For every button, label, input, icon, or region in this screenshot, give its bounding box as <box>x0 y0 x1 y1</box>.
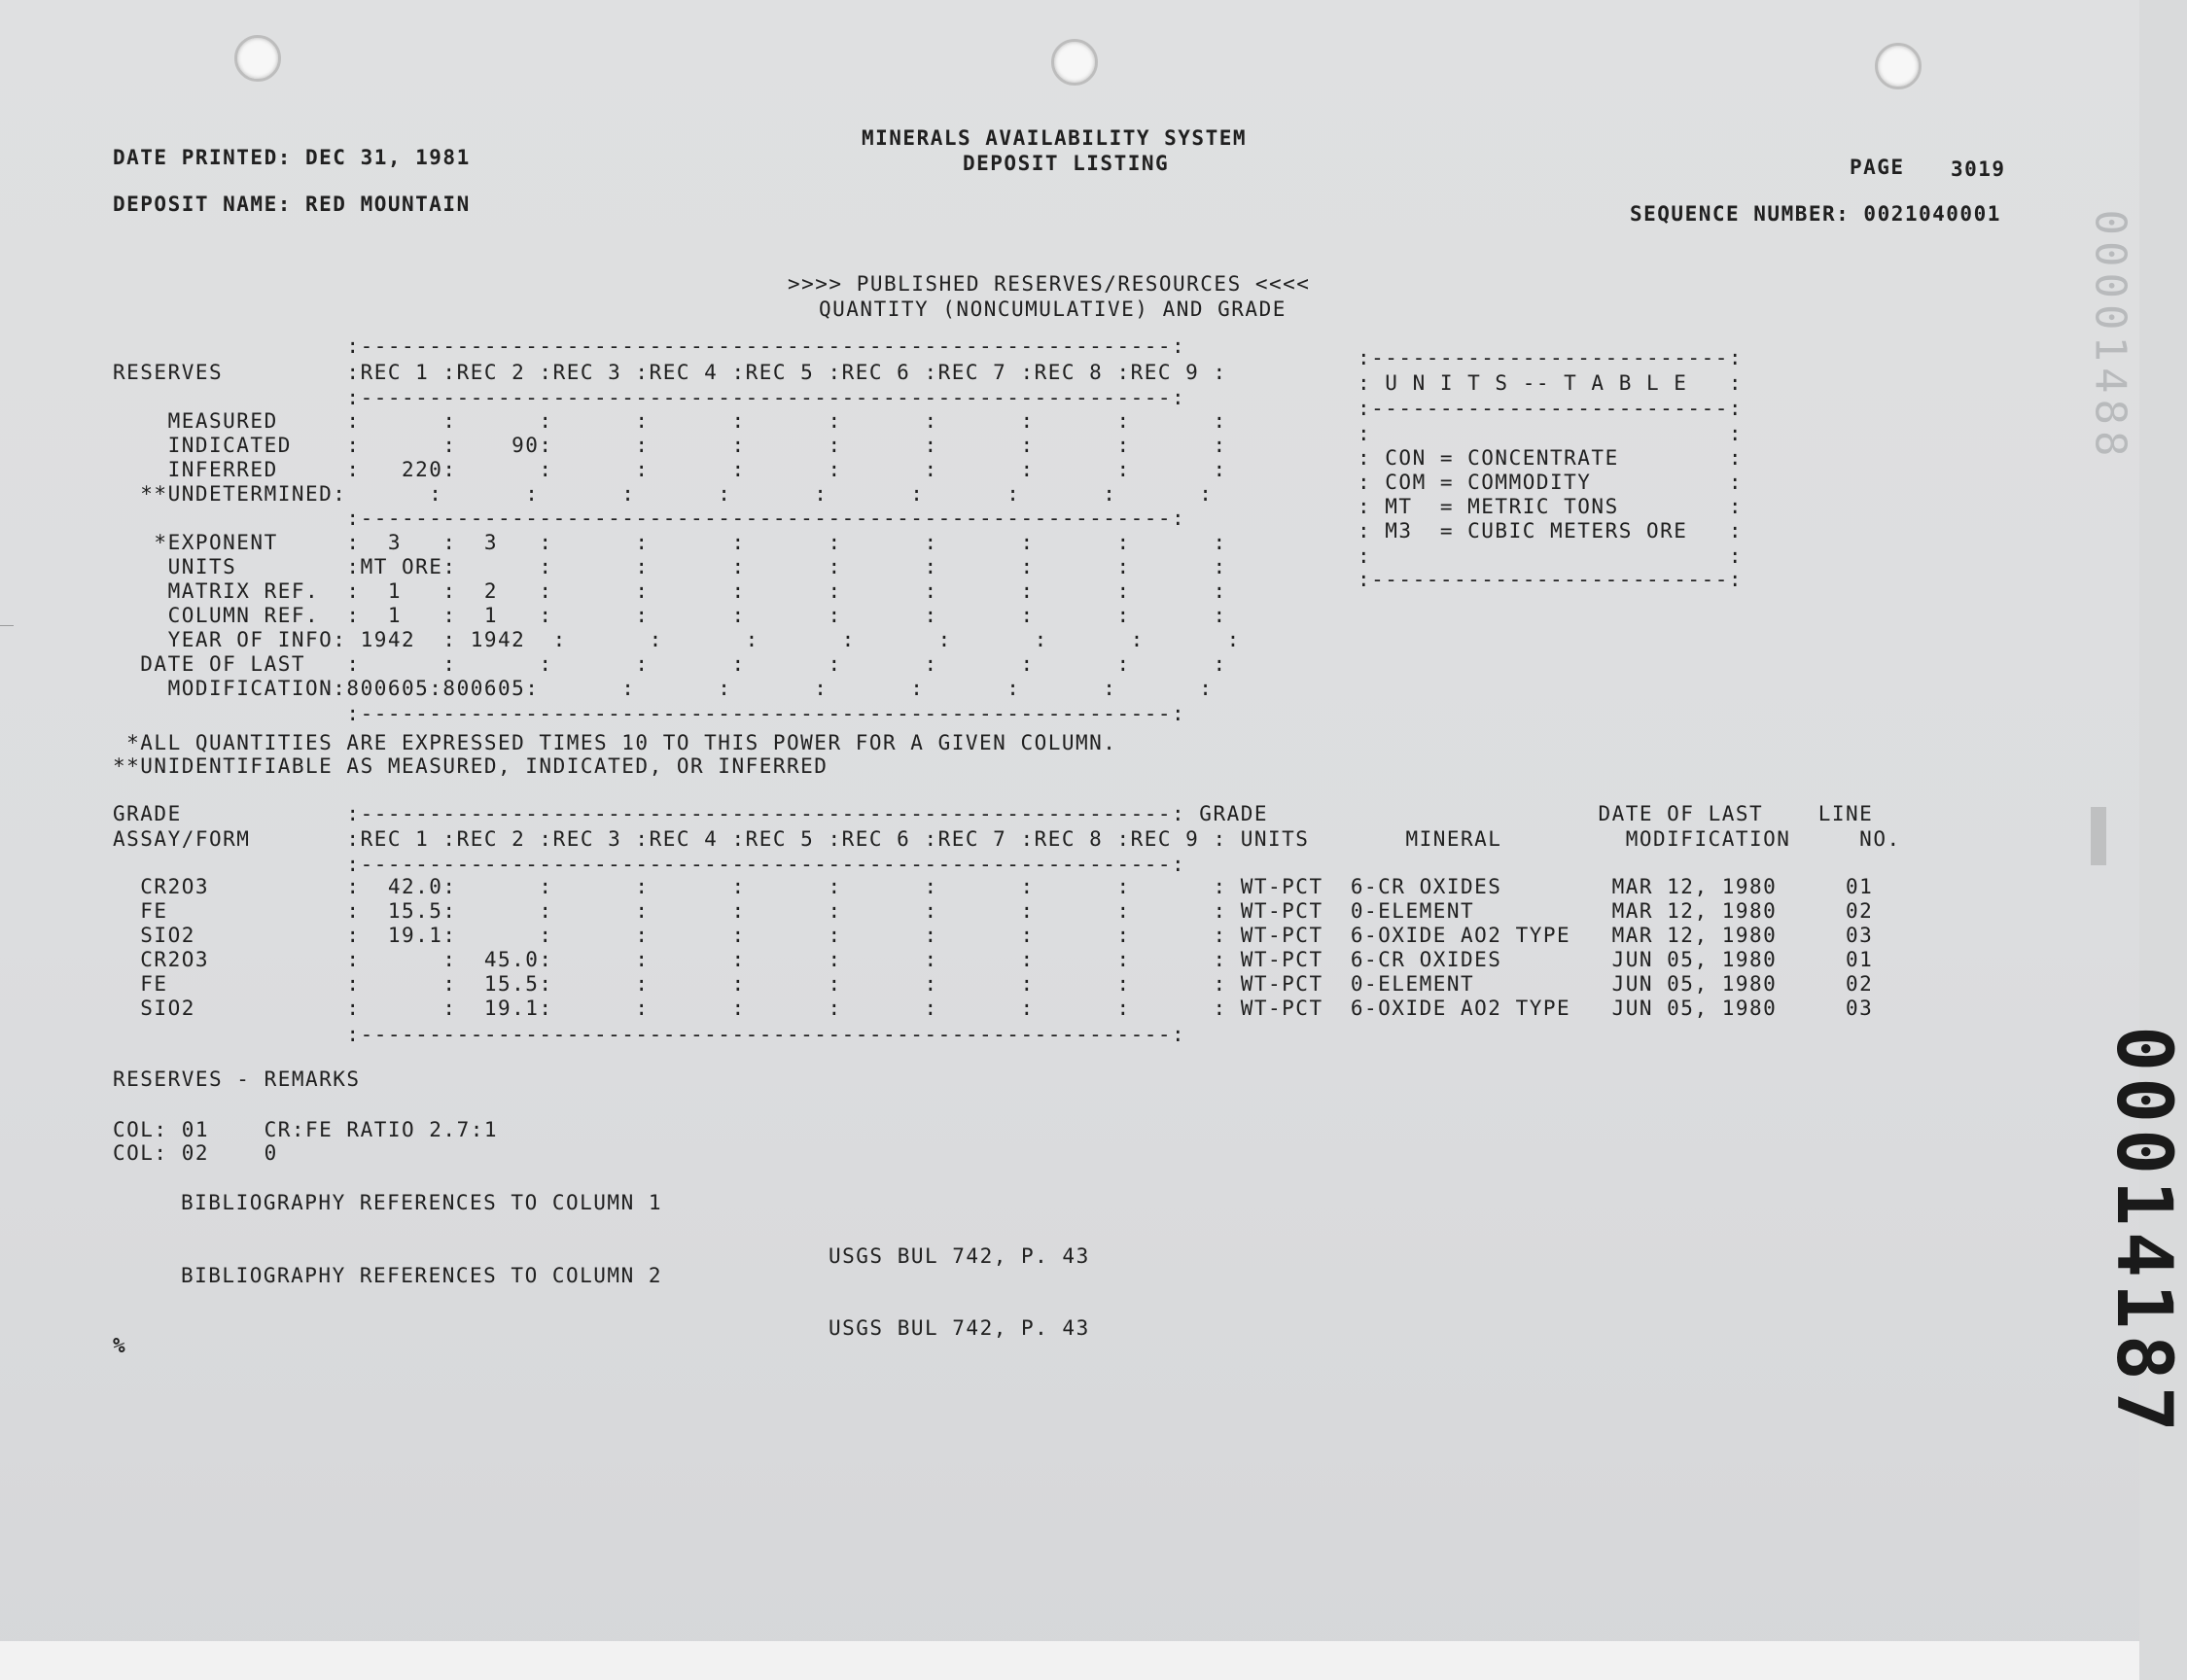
punch-hole-right <box>1875 43 1922 89</box>
reserves-table-line: INDICATED : : 90: : : : : : : : <box>113 434 1227 457</box>
grade-table-line: :-----------------------------------------------------------: <box>113 1023 1186 1046</box>
percent-mark: % <box>113 1334 127 1357</box>
punch-hole-left <box>234 35 281 82</box>
reserves-table-line: COLUMN REF. : 1 : 1 : : : : : : : : <box>113 604 1227 627</box>
stamp-number: 00014187 <box>2099 1026 2187 1438</box>
reserves-table-line: RESERVES :REC 1 :REC 2 :REC 3 :REC 4 :REC 5 :REC 6 :REC 7 :REC 8 :REC 9 : <box>113 361 1227 384</box>
page-number: 3019 <box>1951 158 2006 181</box>
faint-stamp-number: 00001488 <box>2085 209 2135 463</box>
reserves-table-line: DATE OF LAST : : : : : : : : : : <box>113 652 1227 676</box>
units-table-line: : MT = METRIC TONS : <box>1358 495 1744 518</box>
reserves-table-line: :-----------------------------------------------------------: <box>113 334 1186 358</box>
footnote-exponent: *ALL QUANTITIES ARE EXPRESSED TIMES 10 TO THIS POWER FOR A GIVEN COLUMN. <box>113 731 1117 754</box>
footnote-undetermined: **UNIDENTIFIABLE AS MEASURED, INDICATED, OR INFERRED <box>113 754 829 778</box>
bibliography-label-col2: BIBLIOGRAPHY REFERENCES TO COLUMN 2 <box>181 1264 663 1287</box>
units-table-line: :--------------------------: <box>1358 346 1744 369</box>
deposit-name: DEPOSIT NAME: RED MOUNTAIN <box>113 192 471 216</box>
units-table-line: : COM = COMMODITY : <box>1358 471 1744 494</box>
remarks-col-02: COL: 02 0 <box>113 1141 278 1165</box>
reserves-table-line: YEAR OF INFO: 1942 : 1942 : : : : : : : : <box>113 628 1241 651</box>
grade-table-line: CR2O3 : 42.0: : : : : : : : : WT-PCT 6-CR OXIDES MAR 12, 1980 01 <box>113 875 1874 898</box>
reserves-table-line: :-----------------------------------------------------------: <box>113 702 1186 725</box>
reserves-table-line: INFERRED : 220: : : : : : : : : <box>113 458 1227 481</box>
grade-table-line: ASSAY/FORM :REC 1 :REC 2 :REC 3 :REC 4 :REC 5 :REC 6 :REC 7 :REC 8 :REC 9 : UNITS MINERAL MODIFICATION NO. <box>113 827 1901 851</box>
remarks-col-01: COL: 01 CR:FE RATIO 2.7:1 <box>113 1118 499 1141</box>
scan-bottom-edge <box>0 1641 2139 1680</box>
grade-table-line: SIO2 : 19.1: : : : : : : : : WT-PCT 6-OXIDE AO2 TYPE MAR 12, 1980 03 <box>113 924 1874 947</box>
grade-table-line: GRADE :-----------------------------------------------------------: GRADE DATE OF LAST LINE <box>113 802 1874 825</box>
units-table-line: : M3 = CUBIC METERS ORE : <box>1358 519 1744 542</box>
section-subtitle: QUANTITY (NONCUMULATIVE) AND GRADE <box>819 298 1287 321</box>
punch-hole-center <box>1051 39 1098 86</box>
units-table-line: :--------------------------: <box>1358 397 1744 420</box>
reserves-table-line: MATRIX REF. : 1 : 2 : : : : : : : : <box>113 579 1227 603</box>
units-table-line: : U N I T S -- T A B L E : <box>1358 371 1744 395</box>
units-table-line: :--------------------------: <box>1358 568 1744 591</box>
grade-table-line: CR2O3 : : 45.0: : : : : : : : WT-PCT 6-CR OXIDES JUN 05, 1980 01 <box>113 948 1874 971</box>
reserves-table-line: *EXPONENT : 3 : 3 : : : : : : : : <box>113 531 1227 554</box>
reserves-table-line: MODIFICATION:800605:800605: : : : : : : : <box>113 677 1214 700</box>
section-title: >>>> PUBLISHED RESERVES/RESOURCES <<<< <box>788 272 1311 296</box>
units-table-line: : : <box>1358 544 1744 568</box>
grade-table-line: SIO2 : : 19.1: : : : : : : : WT-PCT 6-OXIDE AO2 TYPE JUN 05, 1980 03 <box>113 997 1874 1020</box>
reserves-table-line: UNITS :MT ORE: : : : : : : : : <box>113 555 1227 578</box>
listing-title: DEPOSIT LISTING <box>963 152 1170 175</box>
bibliography-ref-col2: USGS BUL 742, P. 43 <box>829 1316 1090 1340</box>
units-table-line: : : <box>1358 422 1744 445</box>
system-title: MINERALS AVAILABILITY SYSTEM <box>862 126 1248 150</box>
units-table-line: : CON = CONCENTRATE : <box>1358 446 1744 470</box>
reserves-table-line: :-----------------------------------------------------------: <box>113 386 1186 409</box>
remarks-title: RESERVES - REMARKS <box>113 1068 361 1091</box>
bibliography-label-col1: BIBLIOGRAPHY REFERENCES TO COLUMN 1 <box>181 1191 663 1214</box>
grade-table-line: FE : : 15.5: : : : : : : : WT-PCT 0-ELEMENT JUN 05, 1980 02 <box>113 972 1874 996</box>
grade-table-line: FE : 15.5: : : : : : : : : WT-PCT 0-ELEMENT MAR 12, 1980 02 <box>113 899 1874 923</box>
page-label: PAGE <box>1850 156 1905 179</box>
scan-mark <box>2091 807 2106 865</box>
reserves-table-line: :-----------------------------------------------------------: <box>113 507 1186 530</box>
reserves-table-line: **UNDETERMINED: : : : : : : : : : <box>113 482 1214 506</box>
scan-mark <box>0 625 14 626</box>
reserves-table-line: MEASURED : : : : : : : : : : <box>113 409 1227 433</box>
grade-table-line: :-----------------------------------------------------------: <box>113 853 1186 876</box>
bibliography-ref-col1: USGS BUL 742, P. 43 <box>829 1244 1090 1268</box>
sequence-number: SEQUENCE NUMBER: 0021040001 <box>1630 202 2001 226</box>
date-printed: DATE PRINTED: DEC 31, 1981 <box>113 146 471 169</box>
